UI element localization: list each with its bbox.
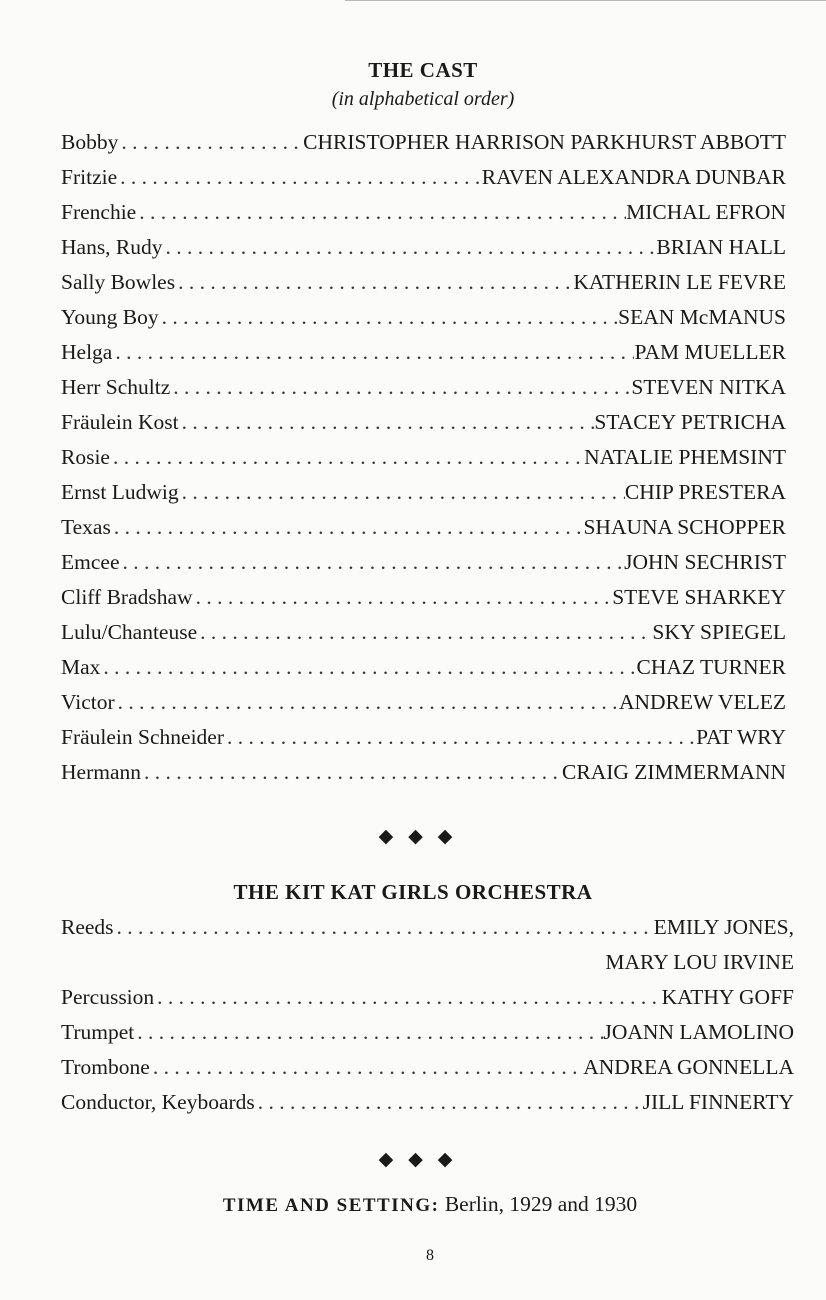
leader-dots bbox=[175, 270, 573, 295]
role-name: Lulu/Chanteuse bbox=[61, 620, 198, 644]
setting-label: TIME AND SETTING: bbox=[222, 1195, 440, 1216]
cast-row bbox=[61, 165, 786, 200]
role-name: Cliff Bradshaw bbox=[61, 585, 193, 609]
actor-name: CHIP PRESTERA bbox=[624, 480, 786, 504]
leader-dots bbox=[136, 200, 626, 225]
cast-row bbox=[61, 690, 786, 725]
actor-name: CHAZ TURNER bbox=[636, 655, 786, 679]
role-name: Herr Schultz bbox=[61, 375, 171, 399]
role-name: Helga bbox=[61, 340, 113, 364]
leader-dots bbox=[118, 130, 303, 155]
role-name: Fritzie bbox=[61, 165, 118, 189]
section-separator: ◆◆◆ bbox=[378, 1149, 468, 1170]
cast-row bbox=[61, 515, 786, 550]
leader-dots bbox=[150, 1055, 583, 1080]
leader-dots bbox=[115, 690, 619, 715]
leader-dots bbox=[179, 480, 625, 505]
cast-row bbox=[61, 760, 786, 795]
cast-row bbox=[61, 270, 786, 305]
role-name: Fräulein Kost bbox=[61, 410, 179, 434]
orchestra-row bbox=[61, 1020, 794, 1055]
musician-name: JOANN LAMOLINO bbox=[603, 1020, 794, 1044]
role-name: Trombone bbox=[61, 1055, 150, 1079]
role-name: Young Boy bbox=[61, 305, 159, 329]
actor-name: MICHAL EFRON bbox=[626, 200, 786, 224]
role-name: Victor bbox=[61, 690, 115, 714]
role-name: Texas bbox=[61, 515, 111, 539]
role-name: Sally Bowles bbox=[61, 270, 176, 294]
actor-name: PAT WRY bbox=[696, 725, 786, 749]
cast-row bbox=[61, 445, 786, 480]
cast-row bbox=[61, 305, 786, 340]
cast-title: THE CAST bbox=[368, 58, 478, 82]
actor-name: PAM MUELLER bbox=[634, 340, 786, 364]
role-name: Trumpet bbox=[61, 1020, 135, 1044]
page-number: 8 bbox=[426, 1247, 434, 1264]
leader-dots bbox=[120, 550, 625, 575]
leader-dots bbox=[193, 585, 613, 610]
cast-row bbox=[61, 655, 786, 690]
orchestra-row bbox=[61, 1090, 794, 1125]
section-separator: ◆◆◆ bbox=[378, 826, 468, 847]
actor-name: SHAUNA SCHOPPER bbox=[583, 515, 786, 539]
leader-dots bbox=[117, 165, 482, 190]
orchestra-title: THE KIT KAT GIRLS ORCHESTRA bbox=[233, 880, 593, 904]
role-name: Hermann bbox=[61, 760, 141, 784]
role-name: Max bbox=[61, 655, 101, 679]
actor-name: KATHERIN LE FEVRE bbox=[573, 270, 786, 294]
actor-name: BRIAN HALL bbox=[656, 235, 786, 259]
actor-name: NATALIE PHEMSINT bbox=[584, 445, 786, 469]
role-name: Hans, Rudy bbox=[61, 235, 163, 259]
setting-value: Berlin, 1929 and 1930 bbox=[444, 1192, 638, 1216]
leader-dots bbox=[179, 410, 595, 435]
actor-name: CRAIG ZIMMERMANN bbox=[562, 760, 786, 784]
cast-row bbox=[61, 375, 786, 410]
leader-dots bbox=[100, 655, 636, 680]
actor-name: SKY SPIEGEL bbox=[652, 620, 786, 644]
cast-row bbox=[61, 550, 786, 585]
cast-row bbox=[61, 340, 786, 375]
musician-name-continued: MARY LOU IRVINE bbox=[605, 950, 794, 974]
leader-dots bbox=[197, 620, 652, 645]
leader-dots bbox=[110, 445, 584, 470]
musician-name: KATHY GOFF bbox=[661, 985, 794, 1009]
actor-name: JOHN SECHRIST bbox=[624, 550, 786, 574]
role-name: Emcee bbox=[61, 550, 120, 574]
leader-dots bbox=[134, 1020, 603, 1045]
actor-name: ANDREW VELEZ bbox=[618, 690, 786, 714]
leader-dots bbox=[159, 305, 619, 330]
orchestra-row bbox=[61, 915, 794, 950]
cast-row bbox=[61, 410, 786, 445]
role-name: Rosie bbox=[61, 445, 110, 469]
leader-dots bbox=[170, 375, 631, 400]
leader-dots bbox=[141, 760, 562, 785]
musician-name: JILL FINNERTY bbox=[642, 1090, 794, 1114]
actor-name: CHRISTOPHER HARRISON PARKHURST ABBOTT bbox=[303, 130, 786, 154]
leader-dots bbox=[154, 985, 661, 1010]
actor-name: SEAN McMANUS bbox=[618, 305, 786, 329]
musician-name: EMILY JONES, bbox=[653, 915, 794, 939]
leader-dots bbox=[255, 1090, 643, 1115]
cast-row bbox=[61, 725, 786, 760]
leader-dots bbox=[163, 235, 657, 260]
cast-list bbox=[61, 130, 786, 795]
orchestra-list bbox=[61, 915, 794, 1125]
leader-dots bbox=[114, 915, 654, 940]
role-name: Ernst Ludwig bbox=[61, 480, 179, 504]
cast-row bbox=[61, 235, 786, 270]
cast-row bbox=[61, 200, 786, 235]
cast-row bbox=[61, 480, 786, 515]
role-name: Bobby bbox=[61, 130, 119, 154]
orchestra-row bbox=[61, 1055, 794, 1090]
actor-name: STEVEN NITKA bbox=[631, 375, 786, 399]
cast-row bbox=[61, 130, 786, 165]
leader-dots bbox=[224, 725, 696, 750]
cast-subtitle: (in alphabetical order) bbox=[331, 88, 515, 110]
actor-name: STACEY PETRICHA bbox=[594, 410, 786, 434]
leader-dots bbox=[111, 515, 584, 540]
role-name: Conductor, Keyboards bbox=[61, 1090, 255, 1114]
role-name: Fräulein Schneider bbox=[61, 725, 224, 749]
actor-name: RAVEN ALEXANDRA DUNBAR bbox=[481, 165, 786, 189]
role-name: Frenchie bbox=[61, 200, 137, 224]
leader-dots bbox=[112, 340, 634, 365]
top-rule bbox=[345, 0, 826, 1]
cast-row bbox=[61, 585, 786, 620]
actor-name: STEVE SHARKEY bbox=[612, 585, 786, 609]
orchestra-row bbox=[61, 985, 794, 1020]
musician-name: ANDREA GONNELLA bbox=[583, 1055, 794, 1079]
cast-row bbox=[61, 620, 786, 655]
time-and-setting bbox=[0, 1192, 826, 1217]
role-name: Reeds bbox=[61, 915, 114, 939]
role-name: Percussion bbox=[61, 985, 155, 1009]
